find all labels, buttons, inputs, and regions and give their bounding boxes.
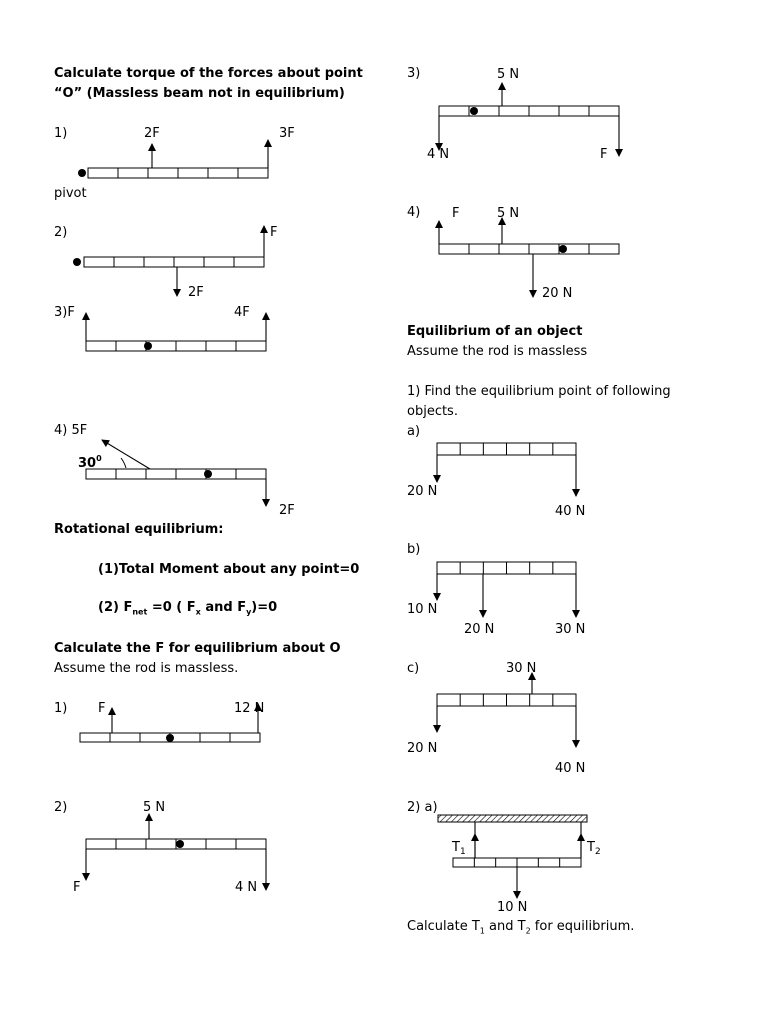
problem-number: 3)F [54,305,75,320]
heading-equilibrium: Equilibrium of an object [407,324,583,339]
pivot-dot [470,107,478,115]
problem-number: 1) [54,126,68,141]
question-equilibrium-point: 1) Find the equilibrium point of following [407,384,671,399]
question-equilibrium-point-line2: objects. [407,404,458,419]
pivot-dot [78,169,86,177]
label-force: 2F [279,503,295,518]
pivot-dot [73,258,81,266]
heading-torque-line2: “O” (Massless beam not in equilibrium) [54,86,345,101]
label-force: 20 N [407,484,438,499]
ceiling-support [438,815,587,822]
label-angle: $30^0$ [78,454,102,471]
pivot-dot [559,245,567,253]
problem-number: 1) [54,701,68,716]
label-force: 5 N [497,67,520,82]
label-force: F [452,206,460,221]
problem-number: 3) [407,66,421,81]
label-tension-t2: $T_2$ [587,840,601,857]
label-force: 40 N [555,761,586,776]
pivot-label: pivot [54,186,87,201]
pivot-dot [144,342,152,350]
label-force: 30 N [555,622,586,637]
label-force: F [600,147,608,162]
label-force: F [270,225,278,240]
pivot-dot [176,840,184,848]
force-arrow [102,440,150,469]
rule-total-moment: (1)Total Moment about any point=0 [98,562,360,577]
label-force: 12 N [234,701,265,716]
label-force: 2F [188,285,204,300]
pivot-dot [166,734,174,742]
label-force: 3F [279,126,295,141]
label-tension-t1: $T_1$ [452,840,466,857]
part-label: a) [407,424,421,439]
part-label: b) [407,542,421,557]
label-force: 20 N [542,286,573,301]
pivot-dot [204,470,212,478]
note-massless: Assume the rod is massless [407,344,588,359]
label-force: 4 N [235,880,258,895]
label-force: 5 N [497,206,520,221]
instruction-calculate-tensions: Calculate $T_1$ and $T_2$ for equilibrium. [407,919,635,936]
problem-number: 4) [407,205,421,220]
problem-number: 2) [54,800,68,815]
heading-rotational-equilibrium: Rotational equilibrium: [54,522,224,537]
angle-arc [121,458,126,468]
problem-number: 4) 5F [54,423,88,438]
part-label: 2) a) [407,800,438,815]
label-force: 10 N [407,602,438,617]
label-force: 2F [144,126,160,141]
label-force: F [98,701,106,716]
problem-number: 2) [54,225,68,240]
label-force: 4 N [427,147,450,162]
label-force: 20 N [464,622,495,637]
note-massless: Assume the rod is massless. [54,661,239,676]
label-force: 5 N [143,800,166,815]
label-force: 20 N [407,741,438,756]
heading-torque: Calculate torque of the forces about point [54,66,363,81]
label-force: 10 N [497,900,528,915]
label-force: F [73,880,81,895]
label-force: 40 N [555,504,586,519]
label-force: 30 N [506,661,537,676]
label-force: 4F [234,305,250,320]
rule-net-force: (2) $F_{net} =0$ ( $F_x$ and $F_y)=0$ [98,600,278,617]
heading-calculate-f: Calculate the F for equilibrium about O [54,641,341,656]
part-label: c) [407,661,420,676]
